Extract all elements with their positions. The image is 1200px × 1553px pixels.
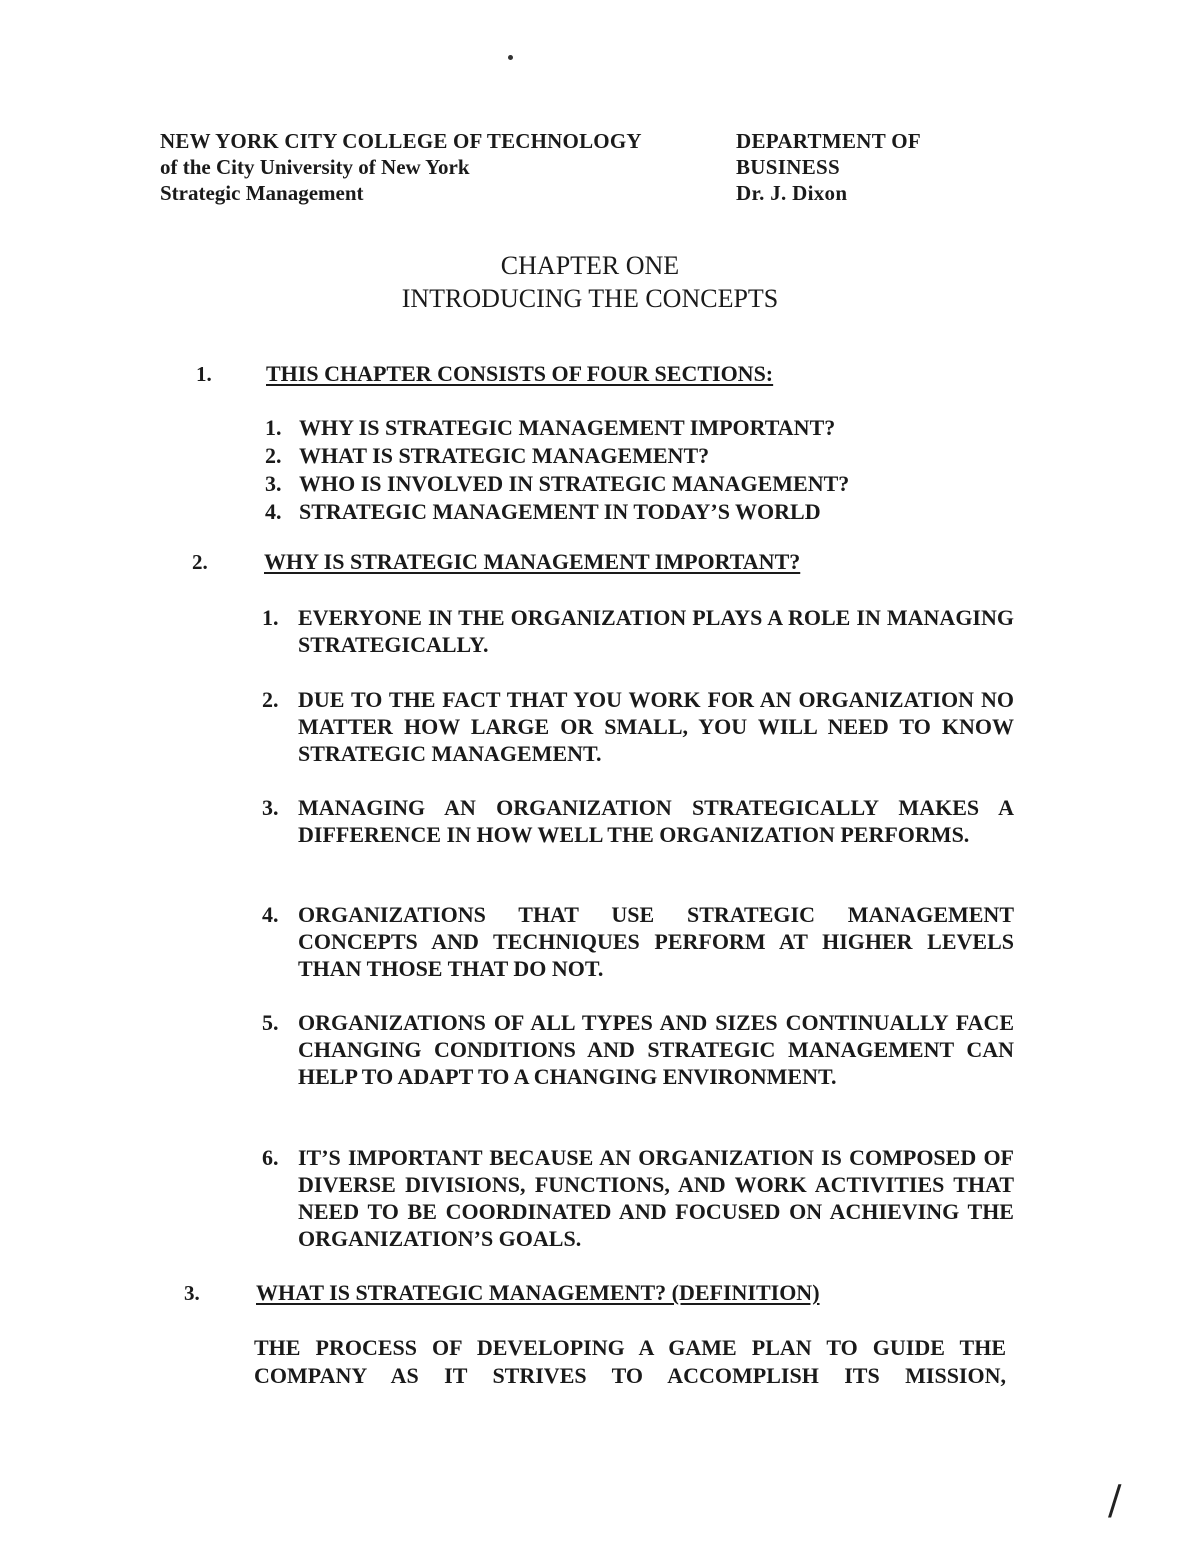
list-item: 1. EVERYONE IN THE ORGANIZATION PLAYS A ROLE IN MANAGING STRATEGICALLY.	[262, 605, 1014, 657]
course-name: Strategic Management	[160, 181, 364, 205]
list-item: 2. DUE TO THE FACT THAT YOU WORK FOR AN ORGANIZATION NO MATTER HOW LARGE OR SMALL, YOU WILL NEED TO KNOW STRATEGIC MANAGEMENT.	[262, 687, 1014, 766]
page-mark: /	[1108, 1478, 1122, 1524]
chapter-subtitle: INTRODUCING THE CONCEPTS	[401, 284, 779, 313]
department-header	[736, 128, 921, 206]
instructor-name: Dr. J. Dixon	[736, 181, 848, 205]
section-number: 3.	[184, 1281, 200, 1305]
section-number: 1.	[196, 362, 212, 386]
list-item: 4. STRATEGIC MANAGEMENT IN TODAY’S WORLD	[265, 499, 821, 524]
list-item: 3. WHO IS INVOLVED IN STRATEGIC MANAGEMENT?	[265, 471, 850, 496]
section-list	[265, 414, 849, 526]
institution-header	[160, 128, 642, 206]
list-item: 6. IT’S IMPORTANT BECAUSE AN ORGANIZATION IS COMPOSED OF DIVERSE DIVISIONS, FUNCTIONS, AND WORK ACTIVITIES THAT NEED TO BE COORDINATED AND FOCUSED ON ACHIEVING THE ORGANIZATION’S GOALS.	[262, 1145, 1014, 1251]
university-name: of the City University of New York	[160, 155, 470, 179]
list-item: 4. ORGANIZATIONS THAT USE STRATEGIC MANAGEMENT CONCEPTS AND TECHNIQUES PERFORM AT HIGHER LEVELS THAN THOSE THAT DO NOT.	[262, 902, 1014, 981]
section-number: 2.	[192, 550, 208, 574]
list-item: 3. MANAGING AN ORGANIZATION STRATEGICALLY MAKES A DIFFERENCE IN HOW WELL THE ORGANIZATION PERFORMS.	[262, 795, 1014, 847]
definition-line: THE PROCESS OF DEVELOPING A GAME PLAN TO GUIDE THE	[254, 1335, 1006, 1360]
list-item: 2. WHAT IS STRATEGIC MANAGEMENT?	[265, 443, 710, 468]
chapter-title: CHAPTER ONE	[500, 251, 680, 280]
section-heading: WHY IS STRATEGIC MANAGEMENT IMPORTANT?	[264, 549, 801, 574]
department-line-2: BUSINESS	[736, 155, 840, 179]
college-name: NEW YORK CITY COLLEGE OF TECHNOLOGY	[160, 129, 642, 153]
list-item: 5. ORGANIZATIONS OF ALL TYPES AND SIZES CONTINUALLY FACE CHANGING CONDITIONS AND STRATEGIC MANAGEMENT CAN HELP TO ADAPT TO A CHANGING ENVIRONMENT.	[262, 1010, 1014, 1089]
section-heading: WHAT IS STRATEGIC MANAGEMENT? (DEFINITION)	[256, 1280, 820, 1305]
list-item: 1. WHY IS STRATEGIC MANAGEMENT IMPORTANT?	[265, 415, 836, 440]
department-line-1: DEPARTMENT OF	[736, 129, 921, 153]
scan-speck	[508, 55, 513, 60]
definition-line: COMPANY AS IT STRIVES TO ACCOMPLISH ITS MISSION,	[254, 1363, 1006, 1388]
section-heading: THIS CHAPTER CONSISTS OF FOUR SECTIONS:	[266, 361, 774, 386]
definition-text	[254, 1334, 1006, 1390]
